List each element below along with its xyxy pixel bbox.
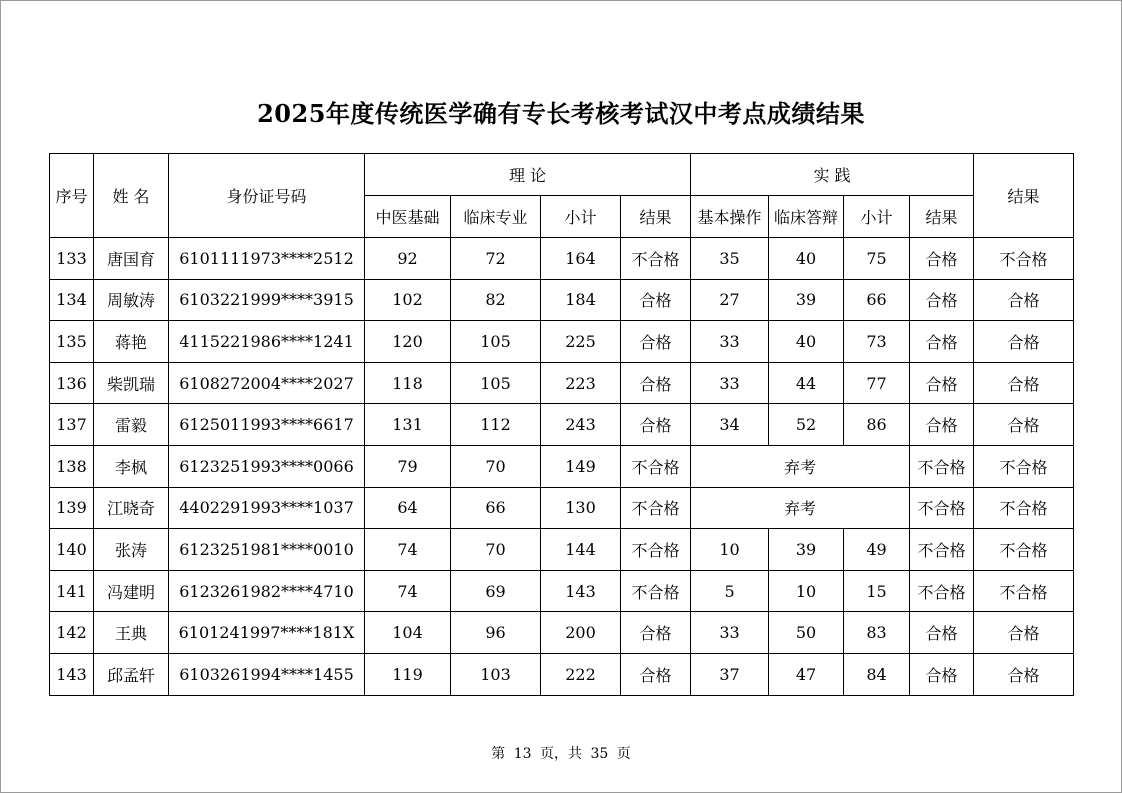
- header-theory-result: 结果: [621, 196, 691, 238]
- cell-practice-result: 不合格: [910, 529, 974, 571]
- cell-practice-result: 合格: [910, 653, 974, 695]
- cell-theory-basic: 118: [365, 362, 451, 404]
- cell-seq: 138: [50, 445, 94, 487]
- cell-practice-result: 合格: [910, 279, 974, 321]
- cell-name: 王典: [94, 612, 169, 654]
- cell-seq: 133: [50, 238, 94, 280]
- header-practice-operation: 基本操作: [691, 196, 769, 238]
- footer-mid: 页，共: [540, 746, 582, 762]
- cell-id-number: 4115221986****1241: [169, 321, 365, 363]
- cell-theory-basic: 74: [365, 529, 451, 571]
- cell-theory-result: 不合格: [621, 570, 691, 612]
- cell-final-result: 不合格: [974, 445, 1074, 487]
- cell-theory-basic: 119: [365, 653, 451, 695]
- page-title: 2025年度传统医学确有专长考核考试汉中考点成绩结果: [257, 99, 865, 128]
- header-seq: 序号: [50, 154, 94, 238]
- cell-id-number: 6108272004****2027: [169, 362, 365, 404]
- cell-final-result: 合格: [974, 279, 1074, 321]
- cell-id-number: 6101111973****2512: [169, 238, 365, 280]
- cell-practice-subtotal: 84: [844, 653, 910, 695]
- cell-theory-result: 合格: [621, 279, 691, 321]
- cell-practice-subtotal: 75: [844, 238, 910, 280]
- cell-theory-subtotal: 149: [541, 445, 621, 487]
- cell-theory-clinical: 105: [451, 321, 541, 363]
- table-row: [50, 404, 1074, 446]
- cell-id-number: 4402291993****1037: [169, 487, 365, 529]
- page-footer: [0, 743, 1122, 763]
- header-theory-clinical: 临床专业: [451, 196, 541, 238]
- cell-practice-operation: 33: [691, 612, 769, 654]
- cell-practice-operation: 33: [691, 362, 769, 404]
- header-name: 姓 名: [94, 154, 169, 238]
- table-row: [50, 653, 1074, 695]
- cell-practice-defense: 47: [769, 653, 844, 695]
- cell-practice-subtotal: 66: [844, 279, 910, 321]
- cell-practice-subtotal: 86: [844, 404, 910, 446]
- cell-theory-subtotal: 164: [541, 238, 621, 280]
- cell-theory-clinical: 69: [451, 570, 541, 612]
- cell-theory-clinical: 112: [451, 404, 541, 446]
- cell-practice-result: 合格: [910, 238, 974, 280]
- cell-name: 蒋艳: [94, 321, 169, 363]
- cell-final-result: 合格: [974, 653, 1074, 695]
- cell-practice-operation: 10: [691, 529, 769, 571]
- cell-theory-basic: 64: [365, 487, 451, 529]
- header-practice-defense: 临床答辩: [769, 196, 844, 238]
- cell-theory-clinical: 96: [451, 612, 541, 654]
- header-practice-result: 结果: [910, 196, 974, 238]
- cell-practice-subtotal: 49: [844, 529, 910, 571]
- cell-name: 柴凯瑞: [94, 362, 169, 404]
- cell-theory-result: 不合格: [621, 445, 691, 487]
- cell-practice-operation: 33: [691, 321, 769, 363]
- header-final-result: 结果: [974, 154, 1074, 238]
- cell-practice-operation: 35: [691, 238, 769, 280]
- cell-final-result: 合格: [974, 321, 1074, 363]
- cell-theory-subtotal: 223: [541, 362, 621, 404]
- cell-name: 张涛: [94, 529, 169, 571]
- cell-theory-subtotal: 200: [541, 612, 621, 654]
- cell-name: 冯建明: [94, 570, 169, 612]
- cell-theory-subtotal: 222: [541, 653, 621, 695]
- cell-name: 江晓奇: [94, 487, 169, 529]
- table-row: [50, 238, 1074, 280]
- cell-theory-clinical: 70: [451, 445, 541, 487]
- cell-practice-result: 合格: [910, 321, 974, 363]
- cell-seq: 137: [50, 404, 94, 446]
- cell-id-number: 6103221999****3915: [169, 279, 365, 321]
- cell-practice-defense: 40: [769, 321, 844, 363]
- cell-practice-defense: 39: [769, 529, 844, 571]
- cell-theory-result: 合格: [621, 404, 691, 446]
- cell-final-result: 不合格: [974, 487, 1074, 529]
- cell-theory-basic: 92: [365, 238, 451, 280]
- table-row: [50, 445, 1074, 487]
- cell-final-result: 合格: [974, 404, 1074, 446]
- cell-practice-operation: 34: [691, 404, 769, 446]
- cell-practice-subtotal: 77: [844, 362, 910, 404]
- cell-id-number: 6123261982****4710: [169, 570, 365, 612]
- cell-theory-clinical: 66: [451, 487, 541, 529]
- cell-practice-result: 不合格: [910, 570, 974, 612]
- cell-id-number: 6125011993****6617: [169, 404, 365, 446]
- cell-theory-subtotal: 184: [541, 279, 621, 321]
- cell-id-number: 6101241997****181X: [169, 612, 365, 654]
- cell-theory-subtotal: 143: [541, 570, 621, 612]
- cell-theory-result: 合格: [621, 612, 691, 654]
- cell-seq: 134: [50, 279, 94, 321]
- cell-name: 雷毅: [94, 404, 169, 446]
- cell-theory-result: 不合格: [621, 238, 691, 280]
- cell-seq: 143: [50, 653, 94, 695]
- header-practice-subtotal: 小计: [844, 196, 910, 238]
- cell-practice-result: 不合格: [910, 487, 974, 529]
- cell-theory-subtotal: 243: [541, 404, 621, 446]
- cell-theory-result: 合格: [621, 321, 691, 363]
- cell-theory-subtotal: 144: [541, 529, 621, 571]
- cell-practice-defense: 44: [769, 362, 844, 404]
- table-row: [50, 570, 1074, 612]
- cell-practice-result: 合格: [910, 362, 974, 404]
- cell-name: 李枫: [94, 445, 169, 487]
- cell-final-result: 合格: [974, 612, 1074, 654]
- cell-seq: 141: [50, 570, 94, 612]
- cell-theory-subtotal: 130: [541, 487, 621, 529]
- footer-prefix: 第: [491, 746, 506, 762]
- cell-practice-operation: 37: [691, 653, 769, 695]
- cell-practice-result: 合格: [910, 612, 974, 654]
- cell-practice-subtotal: 15: [844, 570, 910, 612]
- cell-practice-operation: 5: [691, 570, 769, 612]
- cell-final-result: 不合格: [974, 529, 1074, 571]
- table-row: [50, 529, 1074, 571]
- header-theory-subtotal: 小计: [541, 196, 621, 238]
- cell-practice-subtotal: 83: [844, 612, 910, 654]
- cell-practice-defense: 52: [769, 404, 844, 446]
- cell-practice-result: 不合格: [910, 445, 974, 487]
- cell-practice-defense: 39: [769, 279, 844, 321]
- cell-id-number: 6123251981****0010: [169, 529, 365, 571]
- table-row: [50, 612, 1074, 654]
- cell-theory-clinical: 105: [451, 362, 541, 404]
- cell-final-result: 不合格: [974, 570, 1074, 612]
- cell-name: 周敏涛: [94, 279, 169, 321]
- table-row: [50, 487, 1074, 529]
- cell-seq: 139: [50, 487, 94, 529]
- footer-suffix: 页: [616, 746, 631, 762]
- cell-practice-subtotal: 73: [844, 321, 910, 363]
- cell-theory-clinical: 70: [451, 529, 541, 571]
- cell-theory-basic: 79: [365, 445, 451, 487]
- cell-theory-basic: 131: [365, 404, 451, 446]
- cell-practice-defense: 10: [769, 570, 844, 612]
- cell-theory-clinical: 103: [451, 653, 541, 695]
- cell-seq: 142: [50, 612, 94, 654]
- cell-theory-basic: 120: [365, 321, 451, 363]
- cell-theory-clinical: 82: [451, 279, 541, 321]
- cell-theory-result: 合格: [621, 653, 691, 695]
- table-row: [50, 321, 1074, 363]
- cell-theory-result: 不合格: [621, 529, 691, 571]
- table-body: [50, 238, 1074, 696]
- footer-total-pages: 35: [590, 746, 609, 762]
- cell-theory-clinical: 72: [451, 238, 541, 280]
- cell-name: 邱孟轩: [94, 653, 169, 695]
- cell-practice-absent: 弃考: [691, 445, 910, 487]
- cell-theory-basic: 104: [365, 612, 451, 654]
- cell-practice-defense: 50: [769, 612, 844, 654]
- cell-id-number: 6103261994****1455: [169, 653, 365, 695]
- header-theory: 理 论: [365, 154, 691, 196]
- cell-practice-absent: 弃考: [691, 487, 910, 529]
- cell-seq: 140: [50, 529, 94, 571]
- cell-theory-result: 合格: [621, 362, 691, 404]
- cell-seq: 135: [50, 321, 94, 363]
- cell-theory-basic: 74: [365, 570, 451, 612]
- cell-final-result: 合格: [974, 362, 1074, 404]
- header-theory-basic: 中医基础: [365, 196, 451, 238]
- cell-name: 唐国育: [94, 238, 169, 280]
- cell-theory-result: 不合格: [621, 487, 691, 529]
- cell-seq: 136: [50, 362, 94, 404]
- cell-final-result: 不合格: [974, 238, 1074, 280]
- footer-page-number: 13: [513, 746, 532, 762]
- cell-theory-basic: 102: [365, 279, 451, 321]
- header-practice: 实 践: [691, 154, 974, 196]
- cell-id-number: 6123251993****0066: [169, 445, 365, 487]
- cell-practice-defense: 40: [769, 238, 844, 280]
- table-row: [50, 362, 1074, 404]
- results-table: [49, 153, 1074, 696]
- cell-practice-operation: 27: [691, 279, 769, 321]
- cell-practice-result: 合格: [910, 404, 974, 446]
- table-row: [50, 279, 1074, 321]
- cell-theory-subtotal: 225: [541, 321, 621, 363]
- header-id: 身份证号码: [169, 154, 365, 238]
